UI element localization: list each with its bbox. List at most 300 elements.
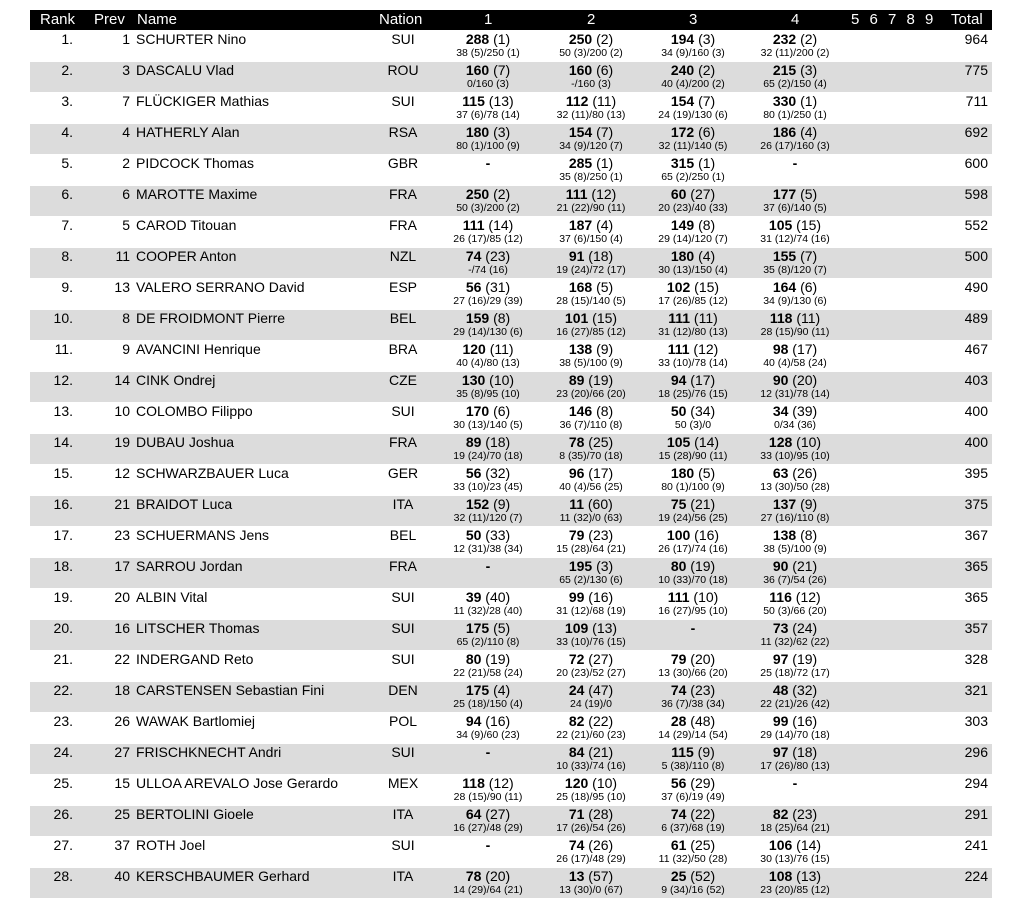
round-placing: (7) (596, 124, 614, 140)
round-3-breakdown: 15 (28)/90 (11) (658, 450, 728, 462)
table-row (30, 651, 992, 681)
total-points: 291 (964, 806, 988, 822)
prev-rank-cell: 27 (114, 744, 130, 760)
round-placing: (17) (792, 341, 818, 357)
round-1-breakdown: 16 (27)/48 (29) (453, 822, 523, 834)
round-points-value: 154 (670, 93, 695, 109)
round-4-breakdown: 26 (17)/160 (3) (760, 140, 830, 152)
round-points-value: 160 (568, 62, 593, 78)
round-1-breakdown: 30 (13)/140 (5) (453, 419, 523, 431)
round-3-breakdown: 65 (2)/250 (1) (661, 171, 725, 183)
rider-name: BERTOLINI Gioele (136, 806, 254, 822)
rider-name: CAROD Titouan (136, 217, 237, 233)
round-placing: (14) (796, 837, 822, 853)
round-4-breakdown: 23 (20)/85 (12) (760, 884, 830, 896)
round-points-value: 315 (670, 155, 695, 171)
prev-rank-cell: 37 (114, 837, 130, 853)
round-2-breakdown: 37 (6)/150 (4) (559, 233, 623, 245)
round-points-value: - (690, 620, 696, 636)
total-points: 400 (964, 434, 988, 450)
round-3-breakdown: 6 (37)/68 (19) (661, 822, 725, 834)
rider-name: SARROU Jordan (136, 558, 243, 574)
round-points-value: 99 (568, 589, 585, 605)
nation-cell: SUI (391, 589, 415, 605)
round-points-value: 96 (568, 465, 585, 481)
round-points-value: 89 (465, 434, 482, 450)
round-placing: (14) (694, 434, 720, 450)
nation-cell: ITA (392, 496, 414, 512)
round-placing: (25) (690, 837, 716, 853)
round-placing: (11) (693, 310, 718, 326)
round-2-breakdown: 16 (27)/85 (12) (556, 326, 626, 338)
round-points-value: 89 (568, 372, 585, 388)
total-points: 241 (964, 837, 988, 853)
total-points: 489 (964, 310, 988, 326)
round-placing: (5) (596, 279, 614, 295)
header-round-1: 1 (484, 11, 493, 28)
round-1-breakdown: 19 (24)/70 (18) (453, 450, 523, 462)
round-3-breakdown: 11 (32)/50 (28) (658, 853, 728, 865)
nation-cell: BRA (388, 341, 418, 357)
round-placing: (20) (792, 372, 818, 388)
prev-rank-cell: 13 (114, 279, 130, 295)
rank-cell: 27. (53, 837, 73, 853)
round-3-breakdown: 16 (27)/95 (10) (658, 605, 728, 617)
round-points-value: - (485, 558, 491, 574)
rider-name: VALERO SERRANO David (136, 279, 305, 295)
round-points-value: 115 (462, 93, 485, 109)
round-1-breakdown: 33 (10)/23 (45) (453, 481, 523, 493)
prev-rank-cell: 20 (114, 589, 130, 605)
round-placing: (25) (588, 434, 614, 450)
round-points-value: 25 (670, 868, 687, 884)
table-row (30, 155, 992, 185)
nation-cell: ESP (388, 279, 417, 295)
round-points-value: 168 (568, 279, 593, 295)
rank-cell: 24. (53, 744, 73, 760)
total-points: 365 (964, 558, 988, 574)
nation-cell: GBR (387, 155, 419, 171)
round-placing: (19) (792, 651, 818, 667)
round-points-value: 108 (768, 868, 793, 884)
header-total: Total (951, 11, 983, 28)
nation-cell: FRA (389, 558, 417, 574)
round-points-value: 34 (772, 403, 789, 419)
round-2-breakdown: 23 (20)/66 (20) (556, 388, 626, 400)
rank-cell: 16. (53, 496, 73, 512)
round-points-value: 74 (568, 837, 585, 853)
total-points: 357 (964, 620, 988, 636)
round-placing: (4) (698, 248, 716, 264)
round-placing: (9) (493, 496, 511, 512)
round-4-points (725, 837, 865, 854)
round-points-value: 106 (768, 837, 793, 853)
rank-cell: 26. (53, 806, 73, 822)
round-placing: (5) (800, 186, 818, 202)
round-placing: (8) (698, 217, 716, 233)
round-points-value: 175 (465, 620, 490, 636)
nation-cell: ITA (392, 868, 414, 884)
round-points-value: 13 (568, 868, 585, 884)
total-points: 303 (964, 713, 988, 729)
nation-cell: FRA (389, 434, 417, 450)
round-1-breakdown: 38 (5)/250 (1) (456, 47, 520, 59)
table-row (30, 682, 992, 712)
round-placing: (10) (489, 372, 515, 388)
prev-rank-cell: 1 (122, 31, 130, 47)
round-3-breakdown: 33 (10)/78 (14) (658, 357, 728, 369)
rank-cell: 2. (61, 62, 73, 78)
table-row (30, 248, 992, 278)
round-placing: (31) (485, 279, 511, 295)
nation-cell: BEL (389, 527, 417, 543)
round-placing: (20) (485, 868, 511, 884)
nation-cell: SUI (391, 837, 415, 853)
round-4-points (725, 124, 865, 141)
round-placing: (16) (588, 589, 614, 605)
nation-cell: BEL (389, 310, 417, 326)
round-points-value: 138 (772, 527, 797, 543)
round-placing: (3) (800, 62, 818, 78)
table-row (30, 558, 992, 588)
round-points-value: 175 (465, 682, 490, 698)
round-placing: (10) (796, 434, 822, 450)
table-row (30, 341, 992, 371)
rank-cell: 23. (53, 713, 73, 729)
round-points-value: 74 (465, 248, 482, 264)
round-points-value: 56 (465, 465, 482, 481)
rider-name: PIDCOCK Thomas (136, 155, 254, 171)
round-1-breakdown: 12 (31)/38 (34) (453, 543, 523, 555)
round-placing: (1) (800, 93, 818, 109)
round-2-breakdown: 13 (30)/0 (67) (559, 884, 623, 896)
round-1-breakdown: 14 (29)/64 (21) (453, 884, 523, 896)
nation-cell: SUI (391, 651, 415, 667)
total-points: 367 (964, 527, 988, 543)
round-points-value: 90 (772, 558, 789, 574)
round-3-breakdown: 19 (24)/56 (25) (658, 512, 728, 524)
total-points: 964 (964, 31, 988, 47)
header-future-rounds: 5 6 7 8 9 (851, 11, 937, 28)
round-points-value: 187 (568, 217, 593, 233)
rank-cell: 13. (53, 403, 73, 419)
round-4-points (725, 186, 865, 203)
round-placing: (18) (792, 744, 818, 760)
total-points: 321 (964, 682, 988, 698)
nation-cell: RSA (388, 124, 418, 140)
header-round-2: 2 (587, 11, 596, 28)
round-4-points (725, 217, 865, 234)
total-points: 294 (964, 775, 988, 791)
header-prev: Prev (94, 11, 125, 28)
round-2-breakdown: 11 (32)/0 (63) (559, 512, 623, 524)
round-3-breakdown: 29 (14)/120 (7) (658, 233, 728, 245)
round-4-breakdown: 33 (10)/95 (10) (760, 450, 830, 462)
round-placing: (60) (587, 496, 613, 512)
round-4-breakdown: 29 (14)/70 (18) (760, 729, 830, 741)
nation-cell: SUI (391, 93, 415, 109)
round-placing: (27) (588, 651, 614, 667)
prev-rank-cell: 6 (122, 186, 130, 202)
round-points-value: 180 (465, 124, 490, 140)
round-placing: (21) (792, 558, 818, 574)
prev-rank-cell: 22 (114, 651, 130, 667)
round-4-breakdown: 30 (13)/76 (15) (760, 853, 830, 865)
table-row (30, 217, 992, 247)
round-placing: (22) (588, 713, 614, 729)
round-points-value: 74 (670, 806, 687, 822)
round-points-value: 330 (772, 93, 797, 109)
round-placing: (3) (698, 31, 716, 47)
round-placing: (2) (493, 186, 511, 202)
nation-cell: CZE (389, 372, 417, 388)
total-points: 224 (964, 868, 988, 884)
rider-name: FLÜCKIGER Mathias (136, 93, 270, 109)
rider-name: ALBIN Vital (136, 589, 208, 605)
round-4-points (725, 434, 865, 451)
table-row (30, 279, 992, 309)
round-points-value: 101 (564, 310, 589, 326)
round-points-value: 56 (465, 279, 482, 295)
total-points: 600 (964, 155, 988, 171)
round-4-points (725, 31, 865, 48)
round-points-value: 72 (568, 651, 585, 667)
round-4-points (725, 341, 865, 358)
round-points-value: 152 (465, 496, 490, 512)
round-placing: (12) (693, 341, 719, 357)
total-points: 775 (964, 62, 988, 78)
round-1-breakdown: 37 (6)/78 (14) (456, 109, 520, 121)
round-placing: (26) (792, 465, 818, 481)
round-points-value: 115 (671, 744, 694, 760)
round-points-value: 149 (670, 217, 695, 233)
round-4-breakdown: 13 (30)/50 (28) (760, 481, 830, 493)
round-points-value: - (792, 155, 798, 171)
nation-cell: DEN (388, 682, 418, 698)
nation-cell: MEX (387, 775, 419, 791)
round-2-breakdown: 50 (3)/200 (2) (559, 47, 623, 59)
table-row (30, 868, 992, 898)
round-4-points (725, 589, 865, 606)
round-1-breakdown: 25 (18)/150 (4) (453, 698, 523, 710)
total-points: 403 (964, 372, 988, 388)
round-4-points (725, 806, 865, 823)
round-points-value: 160 (465, 62, 490, 78)
prev-rank-cell: 25 (114, 806, 130, 822)
round-4-points (725, 620, 865, 637)
round-3-breakdown: 30 (13)/150 (4) (658, 264, 728, 276)
round-2-breakdown: 33 (10)/76 (15) (556, 636, 626, 648)
round-placing: (6) (800, 279, 818, 295)
round-points-value: 130 (461, 372, 486, 388)
round-placing: (18) (588, 248, 614, 264)
round-2-breakdown: 10 (33)/74 (16) (556, 760, 626, 772)
round-4-points (725, 496, 865, 513)
prev-rank-cell: 15 (114, 775, 130, 791)
nation-cell: ITA (392, 806, 414, 822)
round-points-value: 39 (465, 589, 482, 605)
round-2-breakdown: 34 (9)/120 (7) (559, 140, 623, 152)
prev-rank-cell: 10 (114, 403, 130, 419)
round-1-breakdown: -/74 (16) (468, 264, 508, 276)
round-3-breakdown: 34 (9)/160 (3) (661, 47, 725, 59)
round-1-breakdown: 11 (32)/28 (40) (453, 605, 523, 617)
round-2-breakdown: 19 (24)/72 (17) (556, 264, 626, 276)
round-4-breakdown: 34 (9)/130 (6) (763, 295, 827, 307)
round-4-breakdown: 27 (16)/110 (8) (760, 512, 830, 524)
round-points-value: 112 (565, 93, 589, 109)
header-name: Name (137, 11, 178, 28)
nation-cell: FRA (389, 217, 417, 233)
round-points-value: 105 (768, 217, 793, 233)
round-1-breakdown: 27 (16)/29 (39) (453, 295, 523, 307)
round-placing: (6) (596, 62, 614, 78)
round-placing: (3) (493, 124, 511, 140)
round-4-points (725, 279, 865, 296)
round-4-breakdown: 0/34 (36) (773, 419, 817, 431)
prev-rank-cell: 11 (115, 248, 130, 264)
rider-name: DASCALU Vlad (136, 62, 235, 78)
rider-name: COOPER Anton (136, 248, 237, 264)
round-placing: (12) (488, 775, 514, 791)
rider-name: MAROTTE Maxime (136, 186, 258, 202)
header-round-3: 3 (689, 11, 698, 28)
round-points-value: 61 (670, 837, 687, 853)
round-2-breakdown: 40 (4)/56 (25) (559, 481, 623, 493)
table-row (30, 372, 992, 402)
total-points: 598 (964, 186, 988, 202)
round-placing: (22) (690, 806, 716, 822)
nation-cell: ROU (387, 62, 419, 78)
table-row (30, 434, 992, 464)
round-4-points (725, 62, 865, 79)
round-placing: (10) (693, 589, 719, 605)
round-placing: (4) (800, 124, 818, 140)
round-placing: (11) (796, 310, 821, 326)
round-3-breakdown: 26 (17)/74 (16) (658, 543, 728, 555)
round-points-value: 120 (564, 775, 589, 791)
round-2-breakdown: 24 (19)/0 (569, 698, 613, 710)
round-1-breakdown: 35 (8)/95 (10) (456, 388, 520, 400)
table-row (30, 310, 992, 340)
round-points-value: 99 (772, 713, 789, 729)
round-points-value: 288 (465, 31, 490, 47)
rank-cell: 11. (54, 341, 73, 357)
round-4-points (725, 372, 865, 389)
rank-cell: 28. (53, 868, 73, 884)
round-4-breakdown: 22 (21)/26 (42) (760, 698, 830, 710)
round-2-breakdown: 25 (18)/95 (10) (556, 791, 626, 803)
round-placing: (16) (792, 713, 818, 729)
header-round-4: 4 (791, 11, 800, 28)
round-points-value: 164 (772, 279, 797, 295)
round-placing: (1) (493, 31, 511, 47)
rank-cell: 12. (53, 372, 73, 388)
round-1-breakdown: 32 (11)/120 (7) (453, 512, 523, 524)
total-points: 375 (964, 496, 988, 512)
round-points-value: 79 (670, 651, 687, 667)
prev-rank-cell: 26 (114, 713, 130, 729)
prev-rank-cell: 5 (122, 217, 130, 233)
round-2-breakdown: 26 (17)/48 (29) (556, 853, 626, 865)
round-points-value: 172 (670, 124, 695, 140)
round-2-breakdown: 32 (11)/80 (13) (556, 109, 626, 121)
total-points: 490 (964, 279, 988, 295)
rank-cell: 21. (53, 651, 73, 667)
round-points-value: 146 (568, 403, 593, 419)
round-placing: (48) (690, 713, 716, 729)
round-placing: (14) (488, 217, 514, 233)
prev-rank-cell: 23 (114, 527, 130, 543)
round-1-breakdown: 34 (9)/60 (23) (456, 729, 520, 741)
round-3-breakdown: 18 (25)/76 (15) (658, 388, 728, 400)
round-1-breakdown: 29 (14)/130 (6) (453, 326, 523, 338)
prev-rank-cell: 21 (114, 496, 130, 512)
table-row (30, 465, 992, 495)
table-row (30, 744, 992, 774)
rank-cell: 7. (61, 217, 73, 233)
round-1-breakdown: 26 (17)/85 (12) (453, 233, 523, 245)
round-placing: (34) (690, 403, 716, 419)
round-4-breakdown: 50 (3)/66 (20) (763, 605, 827, 617)
round-points-value: 180 (670, 248, 695, 264)
nation-cell: NZL (389, 248, 417, 264)
round-points-value: 71 (568, 806, 585, 822)
table-row (30, 775, 992, 805)
round-points-value: 186 (772, 124, 797, 140)
round-points-value: 73 (772, 620, 789, 636)
rank-cell: 19. (53, 589, 73, 605)
rider-name: KERSCHBAUMER Gerhard (136, 868, 310, 884)
round-4-points (725, 713, 865, 730)
nation-cell: SUI (391, 744, 415, 760)
rider-name: CARSTENSEN Sebastian Fini (136, 682, 325, 698)
round-points-value: 94 (465, 713, 482, 729)
round-placing: (47) (588, 682, 614, 698)
round-placing: (19) (690, 558, 716, 574)
round-placing: (15) (694, 279, 720, 295)
rank-cell: 8. (61, 248, 73, 264)
rank-cell: 5. (61, 155, 73, 171)
round-points-value: 80 (670, 558, 687, 574)
round-points-value: 159 (465, 310, 490, 326)
round-2-breakdown: 22 (21)/60 (23) (556, 729, 626, 741)
round-3-breakdown: 50 (3)/0 (674, 419, 712, 431)
round-2-breakdown: 36 (7)/110 (8) (559, 419, 623, 431)
round-placing: (4) (493, 682, 511, 698)
rank-cell: 22. (53, 682, 73, 698)
round-placing: (7) (800, 248, 818, 264)
round-1-breakdown: 65 (2)/110 (8) (456, 636, 520, 648)
round-points-value: 82 (568, 713, 585, 729)
round-2-breakdown: 17 (26)/54 (26) (556, 822, 626, 834)
round-placing: (19) (588, 372, 614, 388)
rank-cell: 25. (53, 775, 73, 791)
round-1-breakdown: 0/160 (3) (466, 78, 510, 90)
round-4-points (725, 558, 865, 575)
round-3-breakdown: 20 (23)/40 (33) (658, 202, 728, 214)
round-points-value: 97 (772, 744, 789, 760)
round-points-value: - (792, 775, 798, 791)
rank-cell: 17. (53, 527, 73, 543)
round-3-breakdown: 14 (29)/14 (54) (658, 729, 728, 741)
prev-rank-cell: 8 (122, 310, 130, 326)
round-points-value: 138 (568, 341, 593, 357)
round-placing: (24) (792, 620, 818, 636)
round-points-value: 63 (772, 465, 789, 481)
table-row (30, 496, 992, 526)
round-placing: (5) (493, 620, 511, 636)
